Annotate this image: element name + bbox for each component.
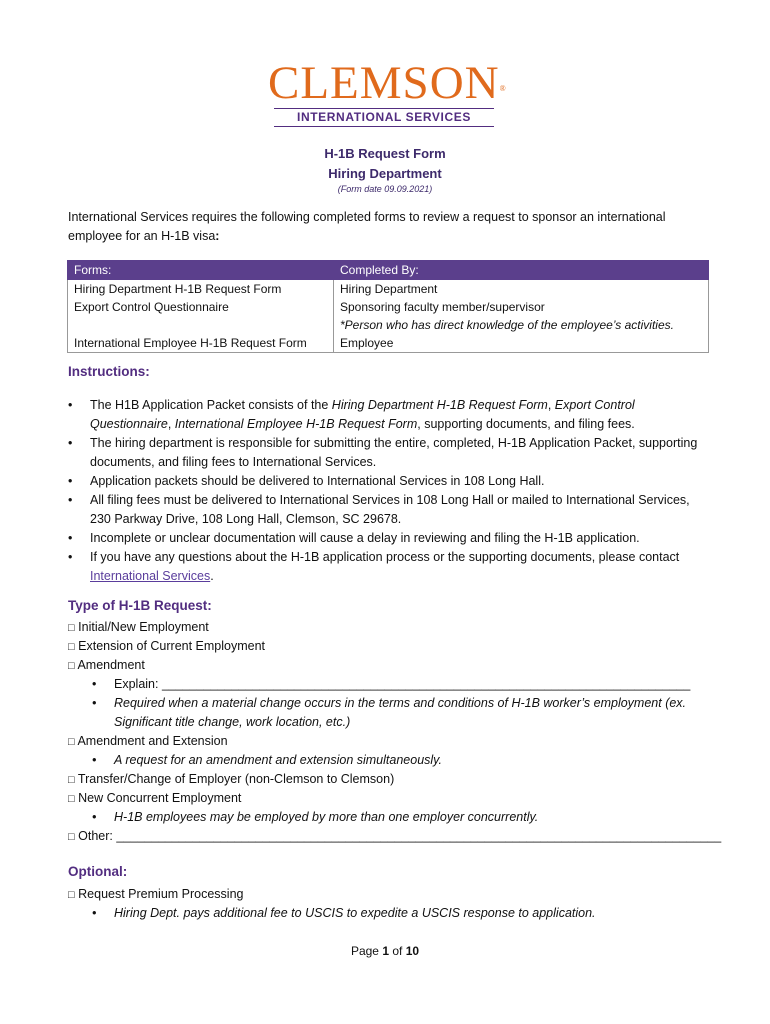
list-item: • If you have any questions about the H-1B application process or the supporting documents, please contact International Services. bbox=[68, 548, 708, 586]
completed-by-header: Completed By: bbox=[334, 261, 709, 280]
clemson-logo bbox=[268, 57, 507, 127]
amendment-note: • Required when a material change occurs in the terms and conditions of H-1B worker’s employment (ex. Significant title change, work location, etc.) bbox=[92, 694, 714, 732]
forms-header: Forms: bbox=[68, 261, 334, 280]
checkbox-initial[interactable]: □ Initial/New Employment bbox=[68, 620, 209, 634]
optional-heading: Optional: bbox=[68, 864, 128, 879]
checkbox-concurrent[interactable]: □ New Concurrent Employment bbox=[68, 791, 242, 805]
logo-wordmark: CLEMSON® bbox=[268, 57, 507, 109]
list-item: • The hiring department is responsible for submitting the entire, completed, H-1B Application Packet, supporting documents, and filing fees to International Services. bbox=[68, 434, 708, 472]
logo-subtitle: INTERNATIONAL SERVICES bbox=[297, 110, 471, 124]
checkbox-icon: □ bbox=[68, 774, 75, 786]
forms-table-header bbox=[68, 261, 709, 280]
form-title: H-1B Request Form bbox=[324, 146, 446, 161]
checkbox-icon: □ bbox=[68, 889, 75, 901]
checkbox-extension[interactable]: □ Extension of Current Employment bbox=[68, 639, 266, 653]
request-type-heading: Type of H-1B Request: bbox=[68, 598, 212, 613]
premium-note: • Hiring Dept. pays additional fee to USCIS to expedite a USCIS response to application. bbox=[92, 904, 714, 923]
intro-paragraph: International Services requires the following completed forms to review a request to sponsor an international employee for an H-1B visa: bbox=[68, 210, 666, 243]
checkbox-amendment-extension[interactable]: □ Amendment and Extension bbox=[68, 734, 228, 748]
checkbox-icon: □ bbox=[68, 660, 75, 672]
instructions-list bbox=[68, 396, 708, 586]
list-item: • Application packets should be delivered to International Services in 108 Long Hall. bbox=[68, 472, 708, 491]
table-row bbox=[68, 298, 709, 334]
logo-rule-bottom bbox=[274, 126, 494, 127]
checkbox-icon: □ bbox=[68, 736, 75, 748]
checkbox-icon: □ bbox=[68, 831, 75, 843]
checkbox-other[interactable]: □ Other: _______________________________________________________________________________________ bbox=[68, 829, 722, 843]
table-row bbox=[68, 334, 709, 353]
instructions-heading: Instructions: bbox=[68, 364, 150, 379]
completed-by-cell: Hiring Department bbox=[334, 280, 709, 299]
checkbox-amendment[interactable]: □ Amendment bbox=[68, 658, 145, 672]
checkbox-transfer[interactable]: □ Transfer/Change of Employer (non-Clemson to Clemson) bbox=[68, 772, 395, 786]
list-item: • The H1B Application Packet consists of the Hiring Department H-1B Request Form, Export Control Questionnaire, International Employee H-1B Request Form, supporting documents, and filing fees. bbox=[68, 396, 708, 434]
amendment-extension-note: • A request for an amendment and extension simultaneously. bbox=[92, 751, 714, 770]
completed-by-cell bbox=[334, 298, 709, 334]
form-subtitle: Hiring Department bbox=[328, 166, 442, 181]
concurrent-note: • H-1B employees may be employed by more than one employer concurrently. bbox=[92, 808, 714, 827]
completed-by-text: Sponsoring faculty member/supervisor bbox=[340, 300, 545, 314]
form-cell: International Employee H-1B Request Form bbox=[68, 334, 334, 353]
form-cell: Hiring Department H-1B Request Form bbox=[68, 280, 334, 299]
completed-by-cell: Employee bbox=[334, 334, 709, 353]
checkbox-premium[interactable]: □ Request Premium Processing bbox=[68, 887, 244, 901]
completed-by-note: *Person who has direct knowledge of the employee’s activities. bbox=[340, 318, 674, 332]
form-cell: Export Control Questionnaire bbox=[68, 298, 334, 334]
explain-field[interactable]: • Explain: ____________________________________________________________________________ bbox=[92, 675, 714, 694]
forms-table bbox=[67, 260, 709, 353]
table-row bbox=[68, 280, 709, 299]
international-services-link[interactable]: International Services bbox=[90, 569, 211, 583]
checkbox-icon: □ bbox=[68, 793, 75, 805]
page-number: Page 1 of 10 bbox=[350, 944, 420, 958]
form-date: (Form date 09.09.2021) bbox=[337, 184, 433, 194]
checkbox-icon: □ bbox=[68, 622, 75, 634]
list-item: • All filing fees must be delivered to International Services in 108 Long Hall or mailed to International Services, 230 Parkway Drive, 108 Long Hall, Clemson, SC 29678. bbox=[68, 491, 708, 529]
checkbox-icon: □ bbox=[68, 641, 75, 653]
list-item: • Incomplete or unclear documentation will cause a delay in reviewing and filing the H-1B application. bbox=[68, 529, 708, 548]
